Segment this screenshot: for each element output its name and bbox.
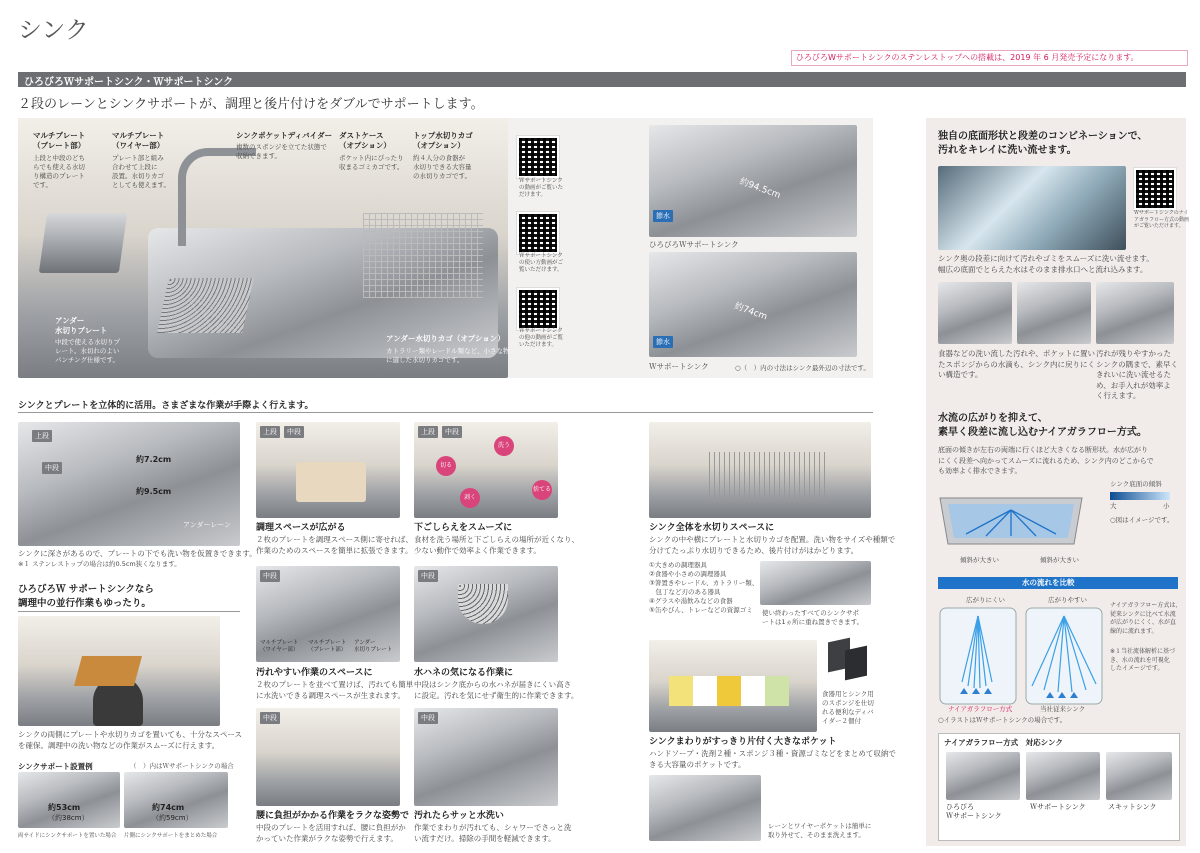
stacked-supports-photo	[760, 561, 871, 605]
headline: ２段のレーンとシンクサポートが、調理と後片付けをダブルでサポートします。	[18, 97, 484, 112]
faucet	[178, 148, 256, 246]
compare-caption-2: 当社従来シンク	[1040, 705, 1086, 713]
col3-tag-upper: 上段	[418, 426, 438, 438]
col5-desc3: 汚れが残りやすかった シンクの隅まで、素早く きれいに洗い流せるた め、お手入れが効率よ く行えます。	[1096, 349, 1179, 400]
legend-small: 小	[1163, 502, 1170, 510]
compat-sink-1	[946, 752, 1020, 800]
col4-list-2: ②食器や小さめの調理器具	[649, 570, 727, 578]
ex-dim-38: （約38cm）	[48, 814, 89, 822]
ex-dim-59: （約59cm）	[152, 814, 193, 822]
dim-9-5: 約9.5cm	[136, 487, 172, 496]
col3-title-2: 水ハネの気になる作業に	[414, 668, 514, 678]
col5-desc4: 底面の傾きが左右の両端に行くほど大きくなる断形状。水が広がり にくく段差へ向かってスムーズに流れるため、シンク内のどこからで も効率よく排水できます。	[938, 446, 1154, 475]
qr-code-1[interactable]	[517, 136, 559, 178]
under-plate-desc: 中段で使える水切りプ レート。水切れのよい パンチング仕様です。	[55, 338, 120, 364]
setting-title: シンクサポート設置例	[18, 762, 93, 771]
setting-example-1	[18, 772, 120, 828]
col1-note: ※１ ステンレストップの場合は約0.5cm狭くなります。	[18, 560, 181, 568]
col3-photo-3	[414, 708, 558, 806]
cutting-board	[74, 656, 142, 686]
qr-code-4[interactable]	[1134, 168, 1176, 210]
slope-label-right: 傾斜が大きい	[1040, 556, 1079, 564]
col5-heading2: 水流の広がりを抑えて、 素早く段差に流し込むナイアガラフロー方式。	[938, 413, 1147, 438]
col2-title-3: 腰に負担がかかる作業をラクな姿勢で	[256, 811, 410, 821]
page-title: シンク	[18, 16, 89, 44]
compare-desc: ナイアガラフロー方式は、 従来シンクに比べて水流 が広がりにくく、水が直 線的に流れます。	[1110, 602, 1182, 635]
col2-tag-middle: 中段	[284, 426, 304, 438]
chip-discard	[532, 480, 552, 500]
compare-note: ※１当社流体解析に基づ き、水の流れを可視化 したイメージです。	[1110, 648, 1176, 672]
setting-note: （ ）内はＷサポートシンクの場合	[130, 762, 234, 770]
col1-heading: ひろびろＷ サポートシンクなら 調理中の並行作業もゆったり。	[18, 584, 154, 609]
col1-caption: シンクに深さがあるので、プレートの下でも洗い物を仮置きできます。	[18, 549, 257, 558]
col2-photo-1	[256, 422, 400, 518]
slope-illustration	[936, 490, 1086, 554]
multi-wire-title: マルチプレート （ワイヤー部）	[112, 131, 165, 150]
qr-code-3[interactable]	[517, 288, 559, 330]
divider-title: シンクポケットディバイダー	[236, 131, 333, 140]
section-bar-title: ひろびろＷサポートシンク・Ｗサポートシンク	[24, 77, 234, 88]
pocket-items	[669, 676, 789, 706]
qr-note-1: Ｗサポートシンク の動画がご覧いた だけます。	[519, 178, 564, 198]
ex-dim-53: 約53cm	[48, 803, 81, 812]
compat-item-3: スキットシンク	[1108, 803, 1157, 811]
col4-title: シンク全体を水切りスペースに	[649, 523, 775, 533]
compat-sink-2	[1026, 752, 1100, 800]
col3-desc-3: 作業でまわりが汚れても、シャワーでさっと洗 い流すだけ。掃除の手間を軽減できます。	[414, 823, 572, 843]
col5-qr-note: Ｗサポートシンクのナイ アガラフロー方式の動画 がご覧いただけます。	[1134, 210, 1189, 229]
drying-rack	[709, 452, 829, 502]
col3-photo-1	[414, 422, 558, 518]
dim-label-2: 約74cm	[732, 301, 769, 323]
multi-plate-title: マルチプレート （プレート部）	[33, 131, 86, 150]
bottom-caption: レーンとワイヤーポケットは簡単に 取り外せて、そのまま洗えます。	[768, 822, 872, 839]
col3-title-3: 汚れたらサッと水洗い	[414, 811, 504, 821]
under-rack-desc: カトラリー類やレードル類など、小さな物 に適した水切りカゴです。	[386, 347, 510, 364]
col5-heading: 独自の底面形状と段差のコンビネーションで、 汚れをキレイに洗い流せます。	[938, 131, 1148, 156]
chip-wash-text: 洗う	[497, 442, 510, 449]
chip-cut-text: 切る	[439, 462, 452, 469]
compare-bar	[938, 577, 1178, 589]
col4-drying-photo	[649, 422, 871, 518]
chip-cut	[436, 456, 456, 476]
chip-discard-text: 捨てる	[532, 486, 551, 493]
col2-photo-3	[256, 708, 400, 806]
colander	[458, 584, 508, 624]
flow-diagram-2	[1024, 606, 1104, 706]
dim-note: ○（ ）内の寸法はシンク最外辺の寸法です。	[735, 364, 870, 372]
pocket-title: シンクまわりがすっきり片付く大きなポケット	[649, 737, 837, 747]
qr-note-3: Ｗサポートシンク の他の動画がご覧 いただけます。	[519, 328, 564, 348]
pocket-photo	[649, 640, 817, 732]
col1-caption2: シンクの両側にプレートや水切りカゴを置いても、十分なスペース を確保。調理中の洗い物などの作業がスムーズに行えます。	[18, 730, 242, 750]
water-saving-badge-1: 節水	[653, 210, 673, 222]
under-lane-label: アンダーレーン	[183, 521, 232, 529]
col1-lane-photo	[18, 422, 240, 546]
w-sink-caption: Ｗサポートシンク	[649, 362, 709, 371]
qr-note-2: Ｗサポートシンク の使い方動画がご 覧いただけます。	[519, 253, 564, 273]
col3-desc-2: 中段はシンク底からの水ハネが届きにくい高さ に設定。汚れを気にせず衛生的に作業できます。	[414, 680, 579, 700]
water-saving-badge-2: 節水	[653, 336, 673, 348]
col3-tag-middle: 中段	[442, 426, 462, 438]
col1-cooking-photo	[18, 616, 220, 726]
col2-desc-3: 中段のプレートを活用すれば、腰に負担がか かっていた作業がラクな姿勢で行えます。	[256, 823, 406, 843]
col2-photo-2	[256, 566, 400, 662]
pocket-desc: ハンドソープ・洗剤２種・スポンジ３種・資源ゴミなどをまとめて収納で きる大容量のポケットです。	[649, 749, 896, 769]
col4-list-5: ⑤缶やびん、トレーなどの資源ゴミ	[649, 606, 753, 614]
compat-title: ナイアガラフロー方式 対応シンク	[944, 738, 1063, 747]
wire-rack	[363, 213, 483, 298]
dust-desc: ポケット内にぴったり 収まるゴミカゴです。	[339, 154, 404, 171]
under-plate-title: アンダー 水切りプレート	[55, 316, 108, 335]
board	[296, 462, 366, 502]
divider-piece-2	[845, 646, 867, 681]
col3-tag-middle-2: 中段	[418, 570, 438, 582]
col2-title-1: 調理スペースが広がる	[256, 523, 346, 533]
top-rack-desc: 約４人分の食器が 水切りできる大容量 の水切りカゴです。	[413, 154, 472, 180]
col2-desc-1: ２枚のプレートを調理スペース側に寄せれば、 作業のためのスペースを簡単に拡張できます。	[256, 535, 413, 555]
legend-note: ○図はイメージです。	[1110, 516, 1174, 524]
compat-item-1: ひろびろ Ｗサポートシンク	[946, 803, 1002, 820]
section-bar	[18, 72, 1186, 87]
legend-big: 大	[1110, 502, 1117, 510]
illus-note: ○イラストはＷサポートシンクの場合です。	[938, 716, 1067, 724]
col2-desc-2: ２枚のプレートを並べて置けば、汚れても簡単 に水洗いできる調理スペースが生まれます。	[256, 680, 414, 700]
chip-wash	[494, 436, 514, 456]
dim-7-2: 約7.2cm	[136, 455, 172, 464]
legend-gradient	[1110, 492, 1170, 500]
compare-bar-text: 水の流れを比較	[1022, 578, 1075, 587]
ex-caption-1: 両サイドにシンクサポートを置いた場合	[18, 833, 117, 839]
detail-photo-2	[1017, 282, 1091, 344]
qr-code-2[interactable]	[517, 212, 559, 254]
col1-heading-rule	[18, 611, 240, 612]
col4-desc: シンクの中や横にプレートと水切りカゴを配置。洗い物をサイズや種類で 分けてたっぷり水切りできるため、後片付けがはかどります。	[649, 535, 896, 555]
tag-upper: 上段	[32, 430, 52, 442]
compare-label-2: 広がりやすい	[1048, 596, 1087, 604]
under-plate	[157, 278, 254, 333]
flow-diagram-1	[938, 606, 1018, 706]
compare-caption-1: ナイアガラフロー方式	[948, 705, 1013, 713]
top-rack-title: トップ水切りカゴ （オプション）	[413, 131, 473, 150]
multi-plate-desc: 上段と中段のどち らでも使える水切 り構造のプレート です。	[33, 154, 85, 189]
hiroi-sink-photo	[649, 125, 857, 237]
legend-title: シンク底面の傾斜	[1110, 480, 1162, 488]
w-sink-photo	[649, 252, 857, 357]
dim-label-1: 約94.5cm	[738, 176, 782, 201]
sublabel-3: アンダー 水切りプレート	[354, 640, 393, 653]
chip-peel-text: 剥く	[463, 494, 476, 501]
col3-desc-1: 食材を洗う場所と下ごしらえの場所が近くなり、 少ない動作で効率よく作業できます。	[414, 535, 579, 555]
col2-tag-middle-3: 中段	[260, 712, 280, 724]
detail-photo-1	[938, 282, 1012, 344]
tag-middle: 中段	[42, 462, 62, 474]
water-flow-photo	[938, 166, 1126, 250]
divider-desc: 複数のスポンジを立てた状態で 収納できます。	[236, 143, 327, 160]
col3-photo-2	[414, 566, 558, 662]
col4-list-1: ①大きめの調理器具	[649, 561, 707, 569]
slope-label-left: 傾斜が大きい	[960, 556, 999, 564]
multi-plate	[39, 213, 127, 273]
release-notice	[791, 50, 1188, 66]
col4-list-3: ③箸置きやレードル、カトラリー類、 包丁など刃のある器具	[649, 579, 759, 596]
compare-label-1: 広がりにくい	[966, 596, 1005, 604]
col3-tag-middle-3: 中段	[418, 712, 438, 724]
col2-tag-upper: 上段	[260, 426, 280, 438]
chip-peel	[460, 488, 480, 508]
sublabel-1: マルチプレート （ワイヤー部）	[260, 640, 299, 653]
col3-title-1: 下ごしらえをスムーズに	[414, 523, 513, 533]
col5-desc2: 食器などの洗い流した汚れや、ポケットに置い たスポンジからの水滴も、シンク内に戻りにく い構造です。	[938, 349, 1095, 379]
setting-example-2	[124, 772, 228, 828]
multi-wire-desc: プレート部と組み 合わせて上段に 設置。水切りカゴ としても使えます。	[112, 154, 170, 189]
ex-dim-74: 約74cm	[152, 803, 185, 812]
dust-title: ダストケース （オプション）	[339, 131, 391, 150]
release-notice-text: ひろびろWサポートシンクのステンレストップへの搭載は、2019 年 6 月発売予定になります。	[796, 53, 1139, 62]
bottom-photo	[649, 775, 761, 841]
col4-list-4: ④グラスや湯飲みなどの食器	[649, 597, 733, 605]
sub-header: シンクとプレートを立体的に活用。さまざまな作業が手際よく行えます。	[18, 401, 314, 411]
divider-caption: 食器用とシンク用 のスポンジを仕切 れる便利なディバ イダー２個付	[822, 690, 874, 725]
col2-tag-middle-2: 中段	[260, 570, 280, 582]
compat-sink-3	[1106, 752, 1172, 800]
col5-desc1: シンク奥の段差に向けて汚れやゴミをスムーズに洗い流せます。 幅広の底面でとらえた水はそのまま排水口へと流れ込みます。	[938, 254, 1154, 274]
sublabel-2: マルチプレート （プレート部）	[308, 640, 347, 653]
under-rack-title: アンダー水切りカゴ（オプション）	[386, 334, 505, 343]
hiroi-sink-caption: ひろびろＷサポートシンク	[649, 240, 739, 249]
col2-title-2: 汚れやすい作業のスペースに	[256, 668, 373, 678]
ex-caption-2: 片側にシンクサポートをまとめた場合	[124, 833, 218, 839]
compat-item-2: Ｗサポートシンク	[1030, 803, 1086, 811]
side-caption: 使い終わったすべてのシンクサポ ートは1ヵ所に重ね置きできます。	[762, 609, 864, 626]
sub-header-rule	[18, 412, 873, 413]
detail-photo-3	[1096, 282, 1174, 344]
